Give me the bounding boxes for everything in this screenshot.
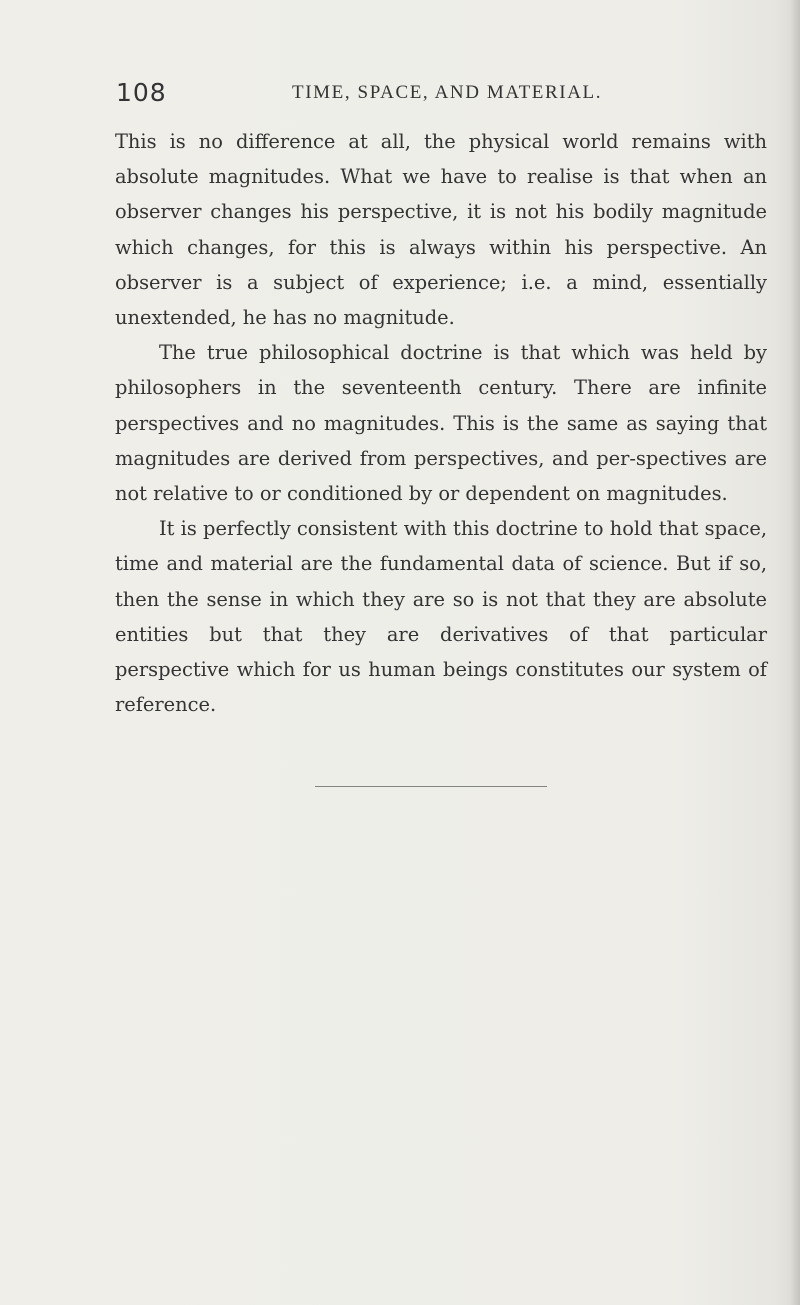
body-text <box>115 124 767 722</box>
page-header <box>116 78 716 114</box>
paragraph-2: The true philosophical doctrine is that which was held by philosophers in the seventeenth century. There are infinite perspectives and no magnitudes. This is the same as saying that magnitudes are derived from perspectives, and per-spectives are not relative to or conditioned by or dependent on magnitudes. <box>115 341 767 506</box>
paragraph-3: It is perfectly consistent with this doctrine to hold that space, time and material are the fundamental data of science. But if so, then the sense in which they are so is not that they are absolute entities but that they are derivatives of that particular perspective which for us human beings constitutes our system of reference. <box>115 517 767 717</box>
paragraph-1: This is no difference at all, the physical world remains with absolute magnitudes. What we have to realise is that when an observer changes his perspective, it is not his bodily magnitude which changes, for this is always within his perspective. An observer is a subject of experience; i.e. a mind, essentially unextended, he has no magnitude. <box>115 130 767 330</box>
running-title: TIME, SPACE, AND MATERIAL. <box>292 82 603 103</box>
section-end-rule <box>315 786 547 787</box>
page-edge-shadow <box>790 0 800 1305</box>
page-number: 108 <box>116 78 167 107</box>
